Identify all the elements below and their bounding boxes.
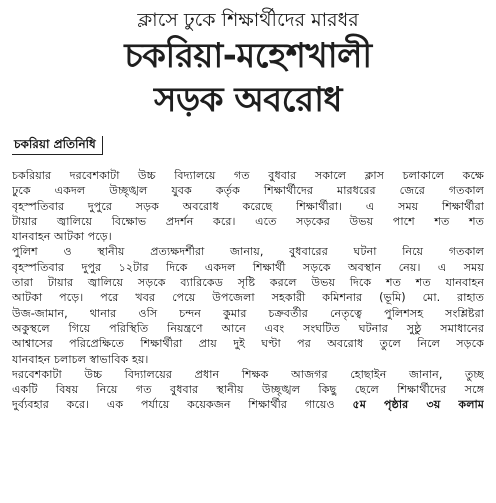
paragraph-1 [12, 168, 484, 244]
body-line: উজ-জামান, থানার ওসি চন্দন কুমার চক্রবর্তীর নেতৃত্বে পুলিশসহ সংশ্লিষ্টরা [12, 306, 484, 320]
byline-container [12, 136, 484, 158]
body-line: চকরিয়ার দরবেশকাটা উচ্চ বিদ্যালয়ে গত বুধবার সকালে ক্লাস চলাকালে কক্ষে [12, 169, 484, 182]
body-line: তারা টায়ার জ্বালিয়ে সড়কে ব্যারিকেড সৃষ্টি করলে উভয় দিকে শত শত যানবাহন [12, 276, 484, 290]
body-line: অকুস্থলে গিয়ে পরিস্থিতি নিয়ন্ত্রণে আনে এবং সংঘটিত ঘটনার সুষ্ঠু সমাধানের [12, 321, 484, 335]
body-line: পুলিশ ও স্থানীয় প্রত্যক্ষদর্শীরা জানায়, বুধবারের ঘটনা নিয়ে গতকাল [12, 245, 484, 259]
body-line: একটি বিষয় নিয়ে গত বুধবার স্থানীয় উচ্ছৃঙ্খল কিছু ছেলে শিক্ষার্থীদের সঙ্গে [12, 383, 484, 397]
article-body [12, 168, 484, 413]
headline-line-2: সড়ক অবরোধ [153, 80, 342, 120]
kicker-headline: ক্লাসে ঢুকে শিক্ষার্থীদের মারধর [137, 9, 359, 31]
body-line: টায়ার জ্বালিয়ে বিক্ষোভ প্রদর্শন করে। এতে সড়কের উভয় পাশে শত শত [12, 214, 484, 228]
body-line: যানবাহন চলাচল স্বাভাবিক হয়। [12, 352, 149, 366]
headline-line-1: চকরিয়া-মহেশখালী [124, 36, 372, 76]
body-line: যানবাহন আটকা পড়ে। [12, 230, 112, 244]
body-line: দরবেশকাটা উচ্চ বিদ্যালয়ের প্রধান শিক্ষক আজগর হোছাইন জানান, তুচ্ছ [12, 367, 484, 381]
paragraph-2 [12, 244, 484, 366]
body-line: বৃহস্পতিবার দুপুরে সড়ক অবরোধ করেছে শিক্ষার্থীরা। এ সময় শিক্ষার্থীরা [12, 199, 484, 213]
byline: চকরিয়া প্রতিনিধি [12, 136, 103, 155]
body-line-text: দুর্ব্যবহার করে। এক পর্যায়ে কয়েকজন শিক্ষার্থীর গায়েও [12, 398, 335, 412]
body-line-with-jump [12, 397, 484, 412]
jump-reference: ৫ম পৃষ্ঠার ৩য় কলাম [352, 398, 484, 412]
paragraph-3 [12, 367, 484, 413]
body-line: আশ্বাসের পরিপ্রেক্ষিতে শিক্ষার্থীরা প্রায় দুই ঘণ্টা পর অবরোধ তুলে নিলে সড়কে [12, 337, 484, 351]
body-line: আটকা পড়ে। পরে খবর পেয়ে উপজেলা সহকারী কমিশনার (ভূমি) মো. রাহাত [12, 291, 484, 305]
body-line: বৃহস্পতিবার দুপুর ১২টার দিকে একদল শিক্ষার্থী সড়কে অবস্থান নেয়। এ সময় [12, 260, 484, 274]
body-line: ঢুকে একদল উচ্ছৃঙ্খল যুবক কর্তৃক শিক্ষার্থীদের মারধরের জেরে গতকাল [12, 184, 484, 198]
